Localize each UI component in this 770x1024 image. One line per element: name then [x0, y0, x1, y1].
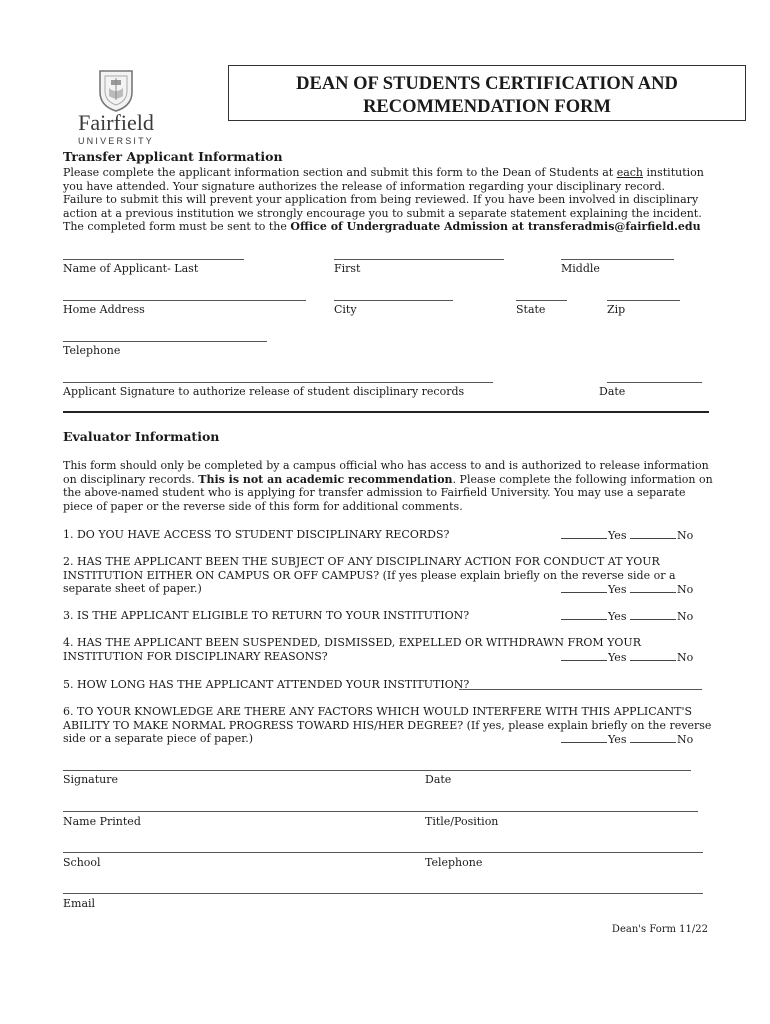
intro-line-1: This form should only be completed by a campus official who has access to and is authorized to release information: [63, 459, 709, 472]
shield-crest-icon: [97, 68, 135, 112]
q1-yes-blank[interactable]: [561, 528, 607, 539]
city-field[interactable]: [334, 300, 453, 301]
q6-answer[interactable]: Yes No: [561, 732, 693, 747]
q2-answer[interactable]: Yes No: [561, 582, 693, 597]
question-2: 2. HAS THE APPLICANT BEEN THE SUBJECT OF ANY DISCIPLINARY ACTION FOR CONDUCT AT YOUR INSTITUTION EITHER ON CAMPUS OR OFF CAMPUS? (If yes please explain briefly on the reverse side or a separate sheet of paper.): [63, 555, 676, 596]
not-academic-notice: This is not an academic recommendation: [198, 472, 453, 486]
first-name-label: First: [334, 262, 361, 275]
school-label: School: [63, 856, 101, 869]
page-title: [229, 73, 745, 119]
q6-yes-blank[interactable]: [561, 732, 607, 743]
question-4: 4. HAS THE APPLICANT BEEN SUSPENDED, DISMISSED, EXPELLED OR WITHDRAWN FROM YOUR INSTITUTION FOR DISCIPLINARY REASONS?: [63, 636, 641, 663]
state-label: State: [516, 303, 546, 316]
instr-line-5: The completed form must be sent to the Office of Undergraduate Admission at transferadmis@fairfield.edu: [63, 220, 701, 234]
home-address-label: Home Address: [63, 303, 145, 316]
title-line-2: RECOMMENDATION FORM: [363, 97, 611, 117]
instr-line-2: you have attended. Your signature authorizes the release of information regarding your disciplinary record.: [63, 179, 666, 193]
q4-yes-blank[interactable]: [561, 650, 607, 661]
each-emphasis: each: [616, 166, 644, 179]
state-field[interactable]: [516, 300, 567, 301]
intro-line-3: the above-named student who is applying for transfer admission to Fairfield University. You may use a separate: [63, 486, 686, 500]
q2-no-blank[interactable]: [630, 582, 676, 593]
q4-no-blank[interactable]: [630, 650, 676, 661]
q3-yes-blank[interactable]: [561, 609, 607, 620]
office-email: Office of Undergraduate Admission at transferadmis@fairfield.edu: [290, 220, 701, 234]
question-6: 6. TO YOUR KNOWLEDGE ARE THERE ANY FACTORS WHICH WOULD INTERFERE WITH THIS APPLICANT'S ABILITY TO MAKE NORMAL PROGRESS TOWARD HIS/HER DEGREE? (If yes, please explain briefly on the reverse side or a separate piece of paper.): [63, 705, 712, 746]
telephone-label: Telephone: [63, 344, 121, 357]
section-divider: [63, 411, 709, 413]
home-address-field[interactable]: [63, 300, 306, 301]
zip-label: Zip: [607, 303, 626, 316]
transfer-instructions: [63, 166, 704, 234]
q3-answer[interactable]: Yes No: [561, 609, 693, 624]
q4-answer[interactable]: Yes No: [561, 650, 693, 665]
q1-no-blank[interactable]: [630, 528, 676, 539]
instr-line-1: Please complete the applicant information section and submit this form to the Dean of Students at each institution: [63, 166, 704, 179]
evaluator-heading: Evaluator Information: [63, 429, 220, 444]
applicant-date-field[interactable]: [607, 382, 702, 383]
q6-no-blank[interactable]: [630, 732, 676, 743]
logo-name: Fairfield: [78, 110, 154, 135]
evaluator-signature-field[interactable]: [63, 770, 691, 771]
title-line-1: DEAN OF STUDENTS CERTIFICATION AND: [296, 74, 678, 94]
applicant-date-label: Date: [599, 385, 626, 398]
telephone-field[interactable]: [63, 341, 267, 342]
question-5: 5. HOW LONG HAS THE APPLICANT ATTENDED YOUR INSTITUTION?: [63, 678, 470, 691]
name-printed-field[interactable]: [63, 811, 698, 812]
name-printed-label: Name Printed: [63, 815, 141, 828]
fairfield-logo: [64, 66, 168, 146]
question-3: 3. IS THE APPLICANT ELIGIBLE TO RETURN TO YOUR INSTITUTION?: [63, 609, 470, 622]
email-label: Email: [63, 897, 96, 910]
last-name-field[interactable]: [63, 259, 244, 260]
q3-no-blank[interactable]: [630, 609, 676, 620]
zip-field[interactable]: [607, 300, 680, 301]
instr-line-4: action at a previous institution we strongly encourage you to submit a separate statement explaining the incident.: [63, 206, 702, 220]
form-version: Dean's Form 11/22: [611, 924, 708, 935]
signature-label: Signature: [63, 773, 119, 786]
middle-name-field[interactable]: [561, 259, 674, 260]
city-label: City: [334, 303, 357, 316]
title-box: [228, 65, 746, 121]
q5-answer-field[interactable]: [459, 689, 702, 690]
middle-name-label: Middle: [561, 262, 600, 275]
title-position-label: Title/Position: [425, 815, 499, 828]
school-field[interactable]: [63, 852, 703, 853]
applicant-signature-label: Applicant Signature to authorize release of student disciplinary records: [63, 385, 465, 398]
applicant-signature-field[interactable]: [63, 382, 493, 383]
transfer-heading: Transfer Applicant Information: [63, 149, 283, 164]
first-name-field[interactable]: [334, 259, 504, 260]
last-name-label: Name of Applicant- Last: [63, 262, 199, 275]
evaluator-intro: [63, 459, 713, 513]
logo-subtitle: UNIVERSITY: [77, 136, 154, 146]
telephone-label-evaluator: Telephone: [425, 856, 483, 869]
q2-yes-blank[interactable]: [561, 582, 607, 593]
question-1: 1. DO YOU HAVE ACCESS TO STUDENT DISCIPLINARY RECORDS?: [63, 528, 450, 541]
intro-line-2: on disciplinary records. This is not an academic recommendation. Please complete the following information on: [63, 472, 713, 486]
date-label: Date: [425, 773, 452, 786]
instr-line-3: Failure to submit this will prevent your application from being reviewed. If you have been involved in disciplinary: [63, 193, 699, 207]
email-field[interactable]: [63, 893, 703, 894]
q1-answer[interactable]: Yes No: [561, 528, 693, 543]
intro-line-4: piece of paper or the reverse side of this form for additional comments.: [63, 499, 463, 513]
